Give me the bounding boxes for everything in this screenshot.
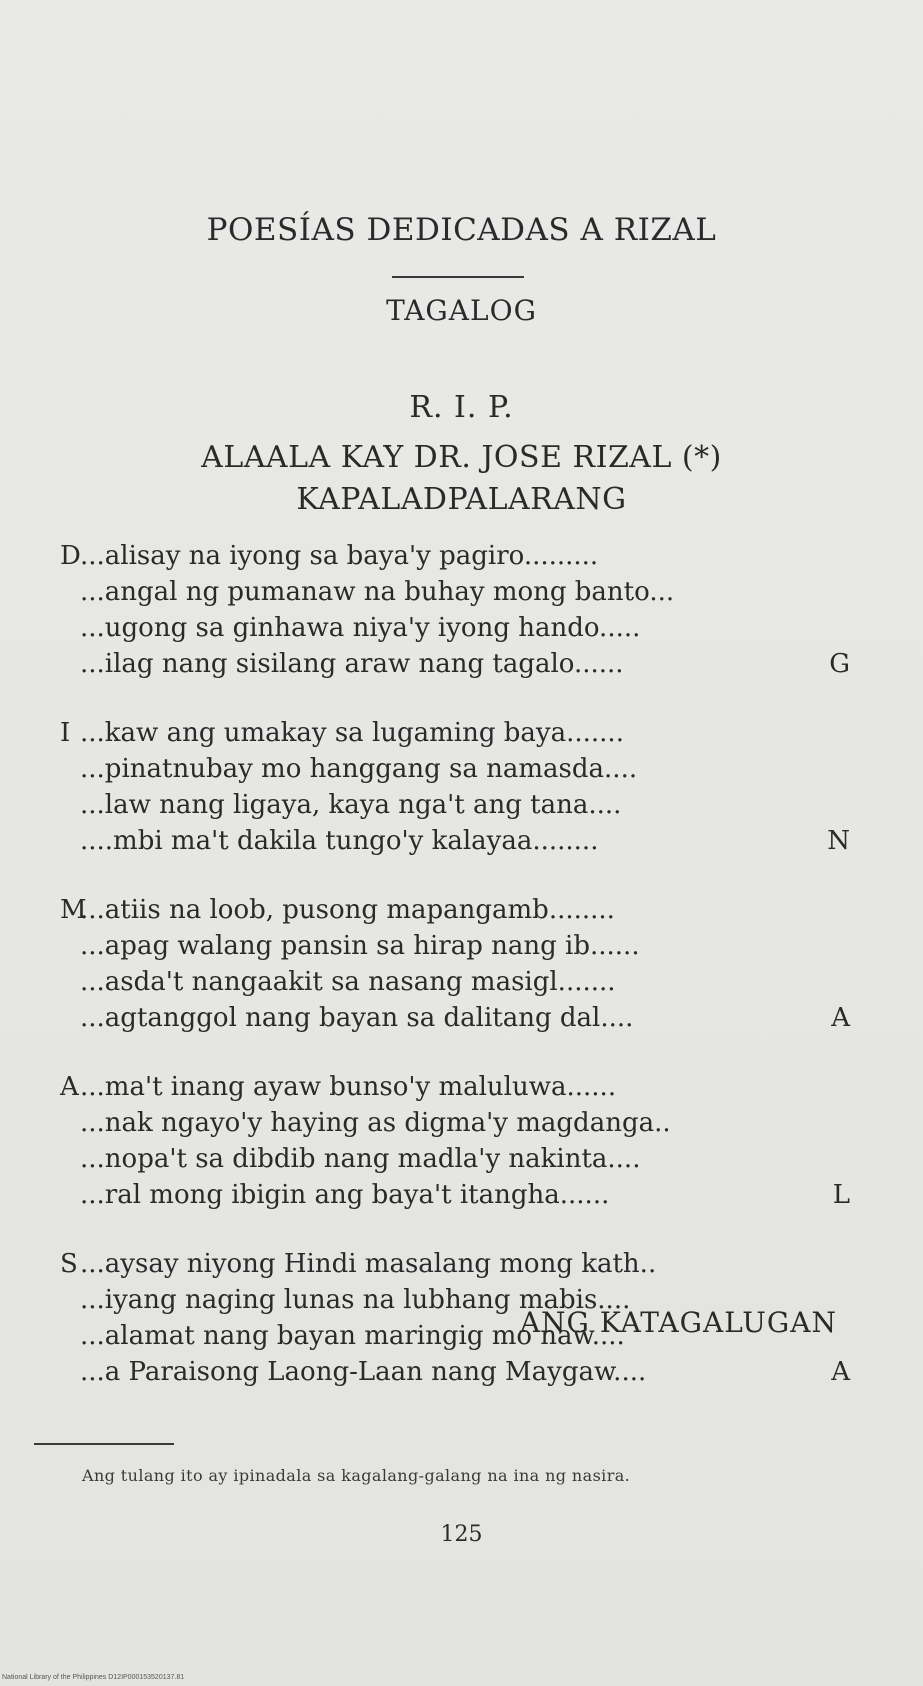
poem-line: [60, 928, 850, 964]
poem-line: [60, 1069, 850, 1105]
acrostic-final: G: [829, 649, 850, 679]
poem-line: [60, 646, 850, 682]
library-credit: National Library of the Philippines D12IP000153520137.81: [2, 1674, 185, 1681]
title-divider: [392, 276, 524, 278]
acrostic-final: A: [831, 1003, 850, 1033]
poem-line: [60, 751, 850, 787]
poem-line-text: ...iyang naging lunas na lubhang mabis....: [80, 1285, 631, 1315]
poem-line-text: ...asda't nangaakit sa nasang masigl.......: [80, 967, 616, 997]
acrostic-initial: A: [60, 1072, 79, 1102]
poem-line-text: ...law nang ligaya, kaya nga't ang tana....: [80, 790, 622, 820]
page-number: 125: [440, 1522, 483, 1547]
poem-line: [60, 538, 850, 574]
acrostic-final: A: [831, 1357, 850, 1387]
poem-line-text: ...ugong sa ginhawa niya'y iyong hando.....: [80, 613, 641, 643]
poem-line-text: ....mbi ma't dakila tungo'y kalayaa........: [80, 826, 599, 856]
poem-line-text: ...pinatnubay mo hanggang sa namasda....: [80, 754, 638, 784]
poem-line-text: ...ral mong ibigin ang baya't itangha......: [80, 1180, 610, 1210]
poem-rip: R. I. P.: [409, 390, 514, 425]
poem-line-text: ...ma't inang ayaw bunso'y maluluwa......: [80, 1072, 617, 1102]
poem-line: [60, 1000, 850, 1036]
acrostic-initial: D: [60, 541, 81, 571]
poem-body: [60, 538, 850, 1423]
poem-line-text: ...alisay na iyong sa baya'y pagiro.........: [80, 541, 599, 571]
poem-line-text: ...aysay niyong Hindi masalang mong kath..: [80, 1249, 657, 1279]
poem-line: [60, 715, 850, 751]
poem-line: [60, 574, 850, 610]
poem-line-text: ...a Paraisong Laong-Laan nang Maygaw....: [80, 1357, 647, 1387]
poem-line: [60, 1105, 850, 1141]
poem-heading-acrostic: KAPALADPALARANG: [296, 482, 627, 517]
poem-line: [60, 1354, 850, 1390]
poem-line-text: ...kaw ang umakay sa lugaming baya.......: [80, 718, 624, 748]
acrostic-final: L: [832, 1180, 850, 1210]
poem-line-text: ...nopa't sa dibdib nang madla'y nakinta....: [80, 1144, 641, 1174]
poem-stanza: [60, 715, 850, 859]
section-subtitle: TAGALOG: [386, 294, 537, 327]
footnote-divider: [34, 1443, 174, 1445]
poem-line: [60, 892, 850, 928]
poem-line-text: ...agtanggol nang bayan sa dalitang dal....: [80, 1003, 634, 1033]
poem-line: [60, 610, 850, 646]
poem-line-text: ...angal ng pumanaw na buhay mong banto...: [80, 577, 675, 607]
acrostic-initial: M: [60, 895, 87, 925]
page-title: POESÍAS DEDICADAS A RIZAL: [206, 212, 717, 248]
footnote: Ang tulang ito ay ipinadala sa kagalang-galang na ina ng nasira.: [82, 1466, 631, 1485]
poem-line-text: ...ilag nang sisilang araw nang tagalo......: [80, 649, 624, 679]
poem-line-text: ...atiis na loob, pusong mapangamb........: [80, 895, 615, 925]
poem-stanza: [60, 1069, 850, 1213]
poem-line: [60, 823, 850, 859]
acrostic-initial: I: [60, 718, 71, 748]
poem-stanza: [60, 538, 850, 682]
poem-line-text: ...alamat nang bayan maringig mo naw....: [80, 1321, 625, 1351]
poem-stanza: [60, 892, 850, 1036]
poem-line: [60, 1246, 850, 1282]
poem-signature: ANG KATAGALUGAN: [519, 1306, 837, 1339]
poem-line-text: ...apag walang pansin sa hirap nang ib......: [80, 931, 640, 961]
poem-line: [60, 787, 850, 823]
poem-line: [60, 964, 850, 1000]
acrostic-final: N: [827, 826, 850, 856]
poem-line-text: ...nak ngayo'y haying as digma'y magdanga..: [80, 1108, 671, 1138]
poem-line: [60, 1141, 850, 1177]
acrostic-initial: S: [60, 1249, 78, 1279]
poem-line: [60, 1177, 850, 1213]
poem-heading: ALAALA KAY DR. JOSE RIZAL (*): [201, 440, 722, 475]
